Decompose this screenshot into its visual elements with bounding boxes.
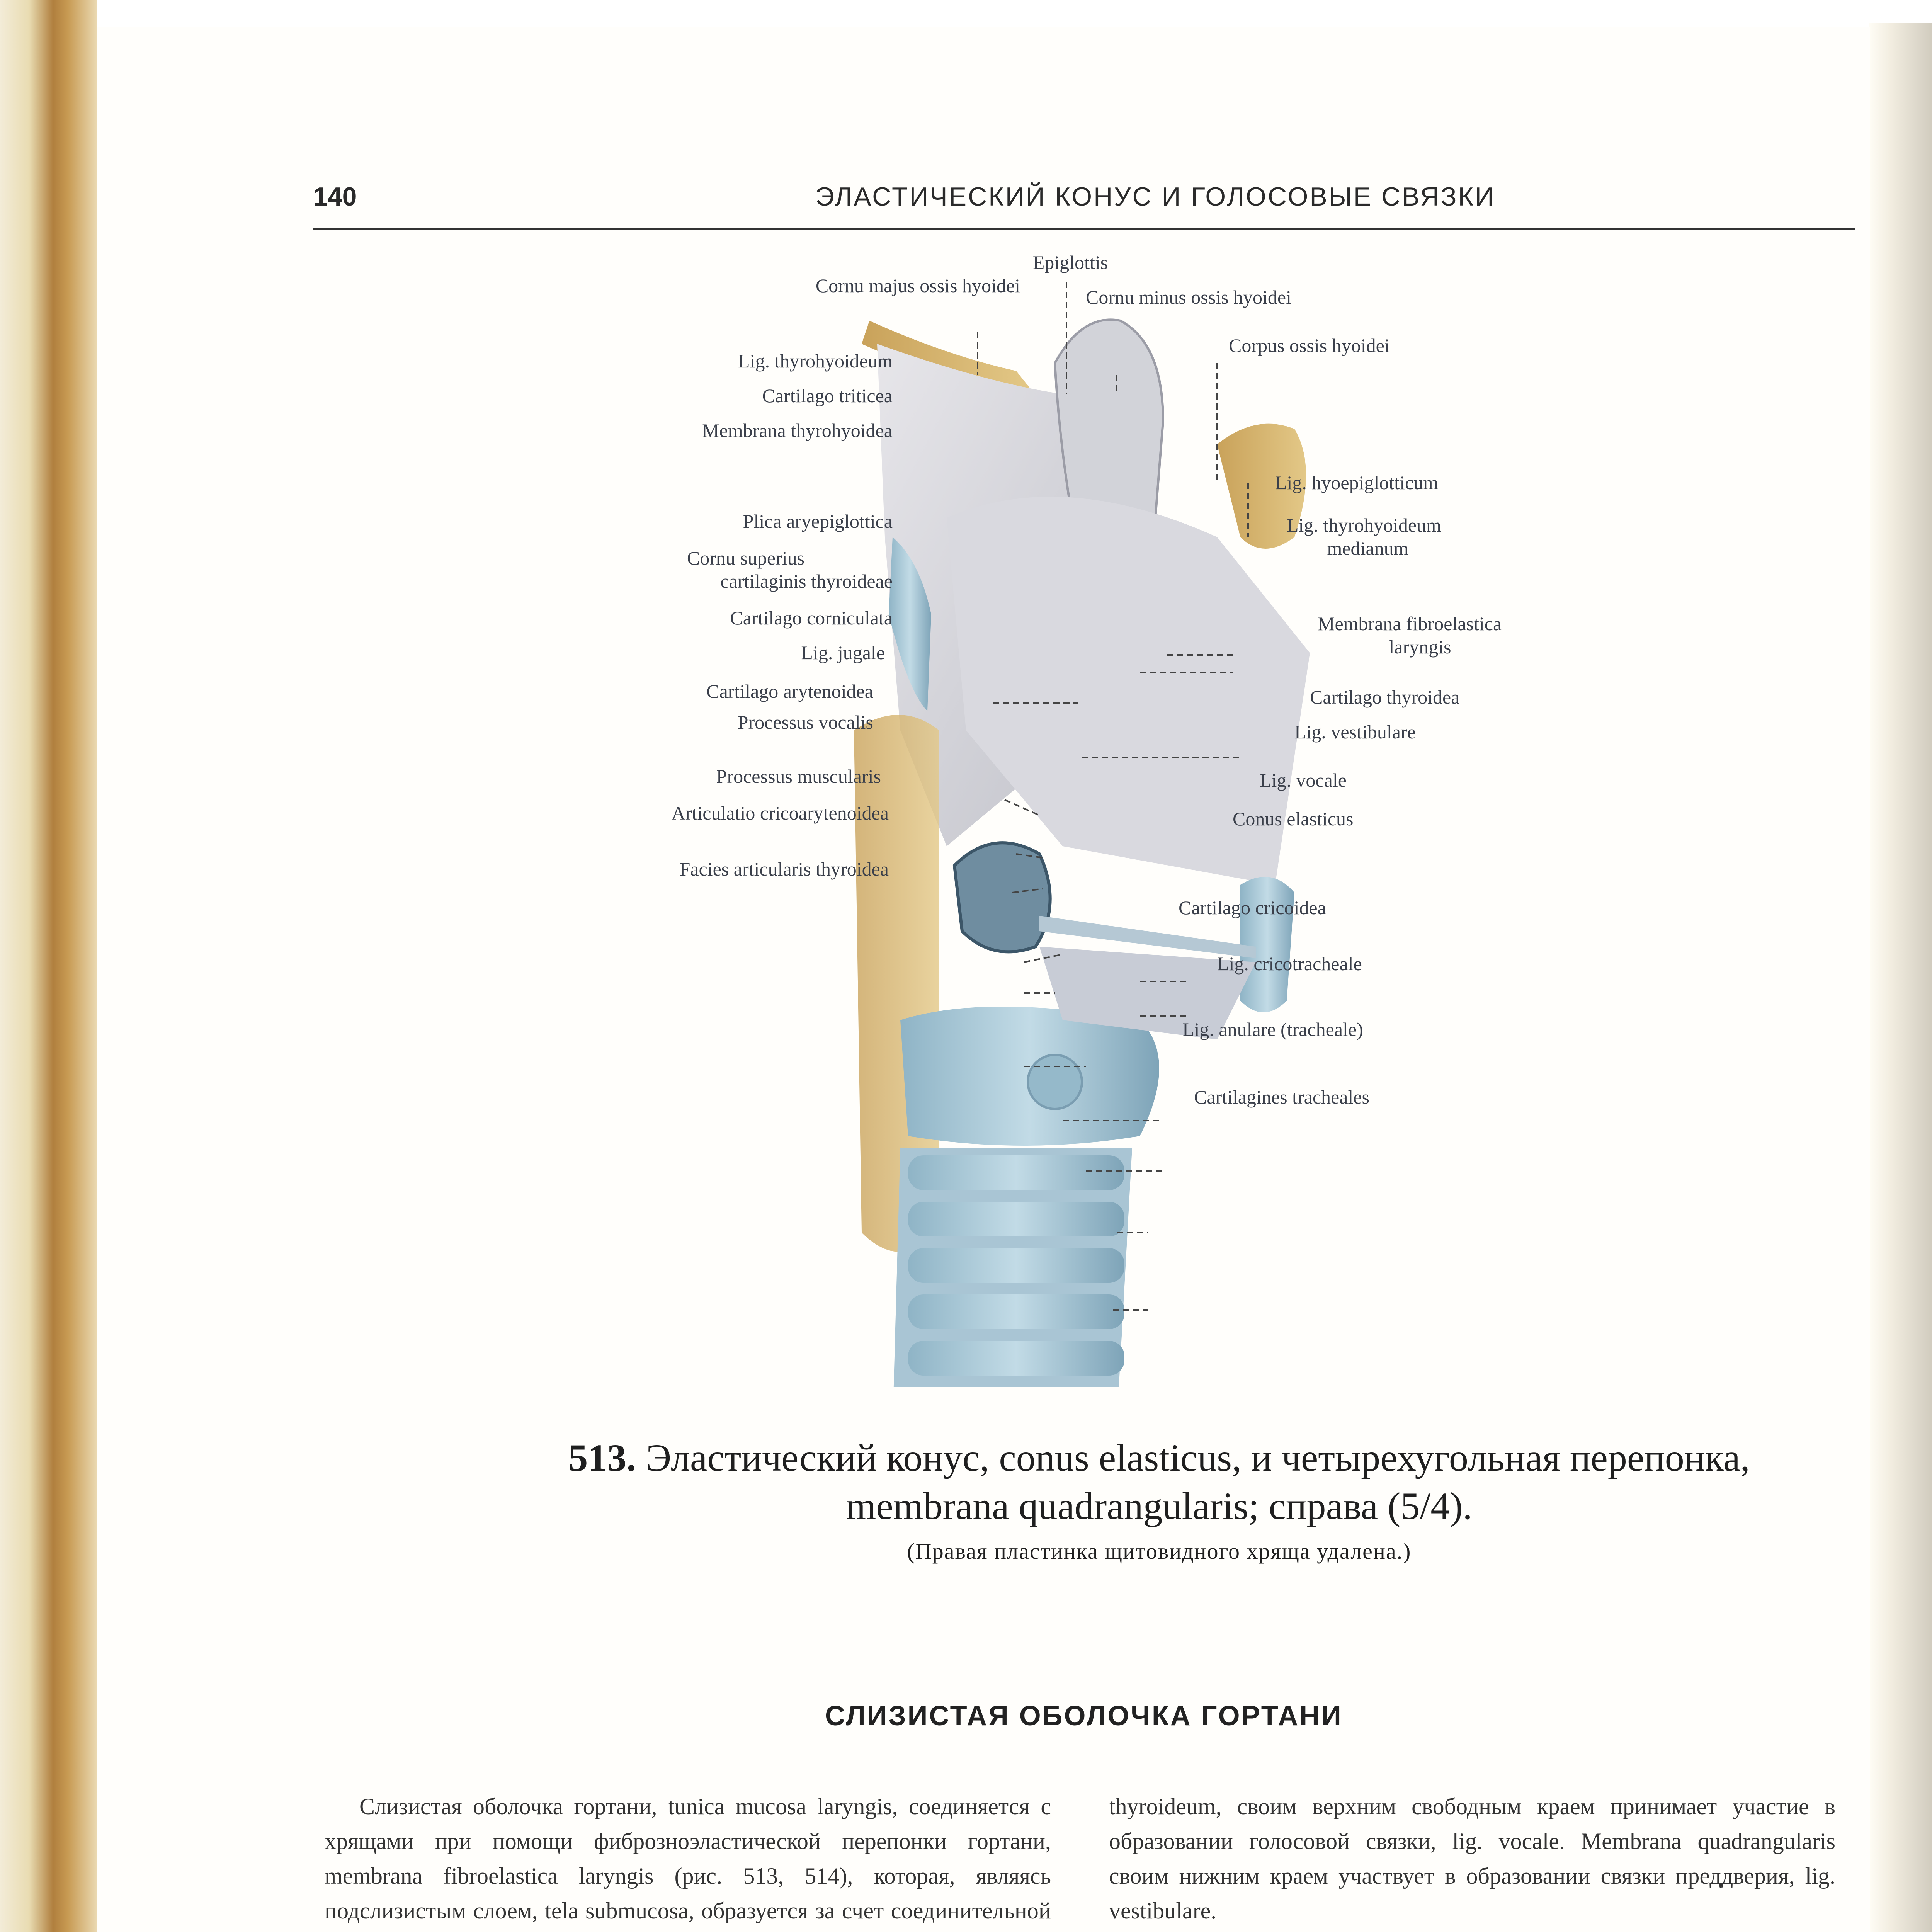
label-membrana-thyrohyoidea: Membrana thyrohyoidea <box>702 420 893 441</box>
label-lig-jugale: Lig. jugale <box>801 642 885 663</box>
label-lig-vocale: Lig. vocale <box>1260 769 1347 791</box>
label-membrana-fibroelastica-1: Membrana fibroelastica <box>1318 613 1502 634</box>
paragraph: Слизистая оболочка гортани, tunica mucosa laryngis, соединяется с хрящами при помощи фиброзноэластической перепонки гортани, membrana fibroelastica laryngis (рис. 513, 514), которая, являясь подслизистым слоем, tela submucosa, образуется за счет соединительной <box>325 1794 1051 1923</box>
section-title: СЛИЗИСТАЯ ОБОЛОЧКА ГОРТАНИ <box>825 1701 1343 1731</box>
page-stack-edge <box>1869 23 1932 1932</box>
label-corpus-ossis: Corpus ossis hyoidei <box>1229 335 1390 356</box>
label-cartilago-corniculata: Cartilago corniculata <box>730 607 893 629</box>
label-processus-muscularis: Processus muscularis <box>716 765 881 787</box>
book-page <box>97 27 1870 1932</box>
caption-line-1: Эластический конус, conus elasticus, и четырехугольная перепонка, <box>646 1436 1750 1479</box>
caption-note: (Правая пластинка щитовидного хряща удалена.) <box>907 1539 1412 1564</box>
running-head <box>313 182 1855 230</box>
larynx-figure <box>560 252 1739 1387</box>
label-membrana-fibroelastica-2: laryngis <box>1389 636 1451 658</box>
tracheal-rings <box>908 1155 1124 1376</box>
label-lig-thyrohyoideum-medianum-2: medianum <box>1327 537 1409 559</box>
figure-caption <box>444 1434 1874 1569</box>
label-lig-cricotracheale: Lig. cricotracheale <box>1217 953 1362 975</box>
label-processus-vocalis: Processus vocalis <box>737 711 873 733</box>
label-lig-anulare: Lig. anulare (tracheale) <box>1182 1019 1363 1040</box>
label-cornu-superius-2: cartilaginis thyroideae <box>720 570 893 592</box>
label-lig-thyrohyoideum: Lig. thyrohyoideum <box>738 350 893 372</box>
book-spine-edge <box>0 0 97 1932</box>
label-lig-vestibulare: Lig. vestibulare <box>1294 721 1416 743</box>
text-column-right <box>1109 1789 1835 1932</box>
text-column-left <box>325 1789 1051 1932</box>
caption-line-2: membrana quadrangularis; справа (5/4). <box>846 1485 1473 1527</box>
label-cartilago-cricoidea: Cartilago cricoidea <box>1179 897 1326 918</box>
paragraph <box>1109 1928 1835 1932</box>
figure-number: 513. <box>568 1436 636 1479</box>
label-cartilago-thyroidea: Cartilago thyroidea <box>1310 686 1460 708</box>
page-number: 140 <box>313 182 357 211</box>
running-head-title: ЭЛАСТИЧЕСКИЙ КОНУС И ГОЛОСОВЫЕ СВЯЗКИ <box>815 182 1496 211</box>
label-facies-articularis: Facies articularis thyroidea <box>679 858 889 880</box>
label-cornu-minus: Cornu minus ossis hyoidei <box>1086 286 1291 308</box>
label-articulatio: Articulatio cricoarytenoidea <box>671 802 889 824</box>
label-epiglottis: Epiglottis <box>1032 252 1108 273</box>
label-conus-elasticus: Conus elasticus <box>1233 808 1354 830</box>
label-lig-thyrohyoideum-medianum-1: Lig. thyrohyoideum <box>1287 514 1441 536</box>
label-cornu-superius-1: Cornu superius <box>687 547 805 569</box>
facies-articularis-shape <box>1028 1055 1082 1109</box>
label-lig-hyoepiglotticum: Lig. hyoepiglotticum <box>1275 472 1439 493</box>
label-cartilago-arytenoidea: Cartilago arytenoidea <box>706 680 873 702</box>
arytenoid-shape <box>954 843 1050 952</box>
label-cartilago-triticea: Cartilago triticea <box>762 385 893 406</box>
paragraph: thyroideum, своим верхним свободным краем принимает участие в образовании голосовой связки, lig. vocale. Membrana quadrangularis своим нижним краем участвует в образовании связки преддверия, lig. vestibulare. <box>1109 1794 1835 1923</box>
label-cartilagines-tracheales: Cartilagines tracheales <box>1194 1086 1369 1108</box>
label-cornu-majus: Cornu majus ossis hyoidei <box>815 275 1020 296</box>
label-plica-aryepiglottica: Plica aryepiglottica <box>743 510 893 532</box>
